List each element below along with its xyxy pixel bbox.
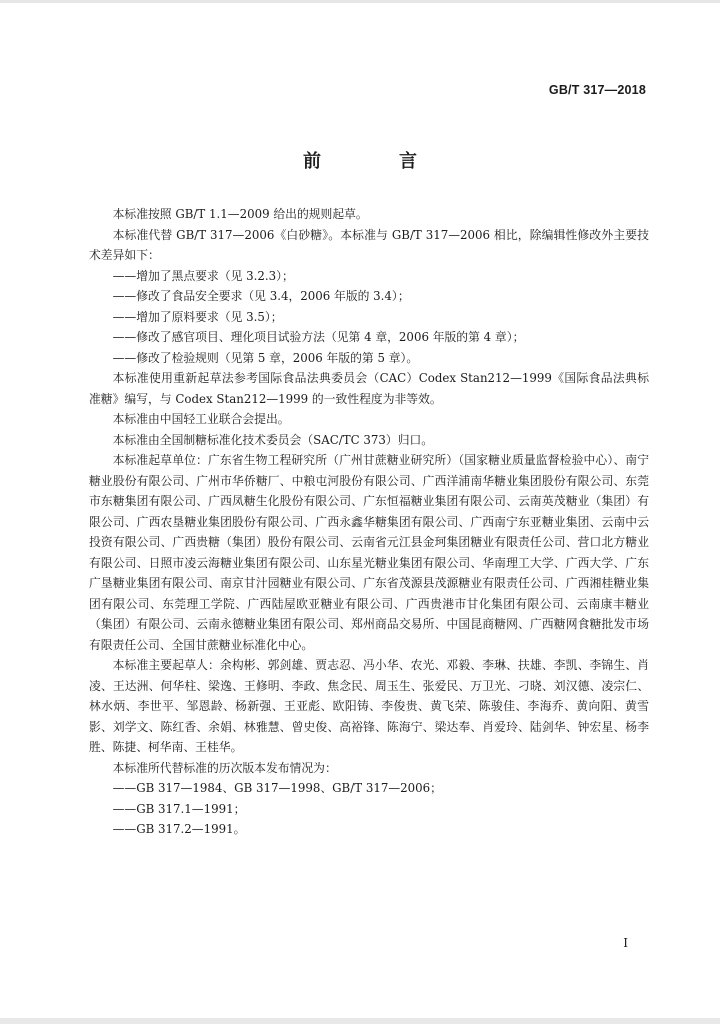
paragraph-drafters: 本标准主要起草人：余构彬、郭剑雄、贾志忍、冯小华、农光、邓毅、李琳、扶雄、李凯、李锦生、肖凌、王达洲、何华柱、梁逸、王修明、李政、焦念民、周玉生、张爱民、万卫光、刁晓、刘汉德、凌宗仁、林水炳、李世平、邹恩龄、杨新强、王亚彪、欧阳铸、李俊贵、黄飞荣、陈骏佳、李海乔、黄向阳、黄雪影、刘学文、陈红香、余娟、林雅慧、曾史俊、高裕锋、陈海宁、梁达奉、肖爱玲、陆剑华、钟宏星、杨李胜、陈捷、柯华南、王桂华。 (89, 658, 649, 754)
page-title: 前 言 (303, 151, 447, 172)
change-item: ——修改了感官项目、理化项目试验方法（见第 4 章，2006 年版的第 4 章）； (112, 330, 525, 344)
change-item: ——修改了食品安全要求（见 3.4，2006 年版的 3.4）； (112, 289, 410, 303)
scan-top-edge (0, 0, 720, 3)
version-item: ——GB 317.1—1991； (112, 801, 246, 816)
paragraph-replacement: 本标准代替 GB/T 317—2006《白砂糖》。本标准与 GB/T 317—2006 相比，除编辑性修改外主要技术差异如下： (89, 227, 649, 262)
paragraph-proposer: 本标准由中国轻工业联合会提出。 (112, 412, 290, 426)
paragraph-codex-reference: 本标准使用重新起草法参考国际食品法典委员会（CAC）Codex Stan212—1999《国际食品法典标准糖》编写，与 Codex Stan212—1999 的一致性程度为非等效。 (89, 371, 649, 406)
change-item: ——增加了黑点要求（见 3.2.3）； (112, 268, 294, 283)
change-item: ——修改了检验规则（见第 5 章，2006 年版的第 5 章）。 (112, 350, 419, 365)
scan-bottom-edge (0, 1018, 720, 1024)
paragraph-committee: 本标准由全国制糖标准化技术委员会（SAC/TC 373）归口。 (112, 432, 434, 447)
foreword-body (89, 204, 649, 840)
version-item: ——GB 317—1984、GB 317—1998、GB/T 317—2006； (112, 781, 442, 795)
standard-code: GB/T 317—2018 (548, 83, 646, 97)
page-number: I (623, 936, 628, 950)
change-item: ——增加了原料要求（见 3.5）； (112, 309, 283, 324)
version-item: ——GB 317.2—1991。 (112, 822, 246, 836)
paragraph-drafting-rules: 本标准按照 GB/T 1.1—2009 给出的规则起草。 (112, 207, 368, 221)
paragraph-drafting-units: 本标准起草单位：广东省生物工程研究所（广州甘蔗糖业研究所）（国家糖业质量监督检验中心）、南宁糖业股份有限公司、广州市华侨糖厂、中粮屯河股份有限公司、广西洋浦南华糖业集团股份有限公司、东莞市东糖集团有限公司、广西凤糖生化股份有限公司、广东恒福糖业集团有限公司、云南英茂糖业（集团）有限公司、广西农垦糖业集团股份有限公司、广西永鑫华糖集团有限公司、广西南宁东亚糖业集团、云南中云投资有限公司、广西贵糖（集团）股份有限公司、云南省元江县金珂集团糖业有限责任公司、营口北方糖业有限公司、日照市凌云海糖业集团有限公司、山东星光糖业集团有限公司、华南理工大学、广西大学、广东广垦糖业集团有限公司、南京甘汁园糖业有限公司、广东省茂源县茂源糖业有限责任公司、广西湘桂糖业集团有限公司、东莞理工学院、广西陆屋欧亚糖业有限公司、广西贵港市甘化集团有限公司、云南康丰糖业（集团）有限公司、云南永德糖业集团有限公司、郑州商品交易所、中国昆商糖网、广西糖网食糖批发市场有限责任公司、全国甘蔗糖业标准化中心。 (89, 453, 649, 652)
paragraph-version-history: 本标准所代替标准的历次版本发布情况为： (112, 760, 337, 775)
